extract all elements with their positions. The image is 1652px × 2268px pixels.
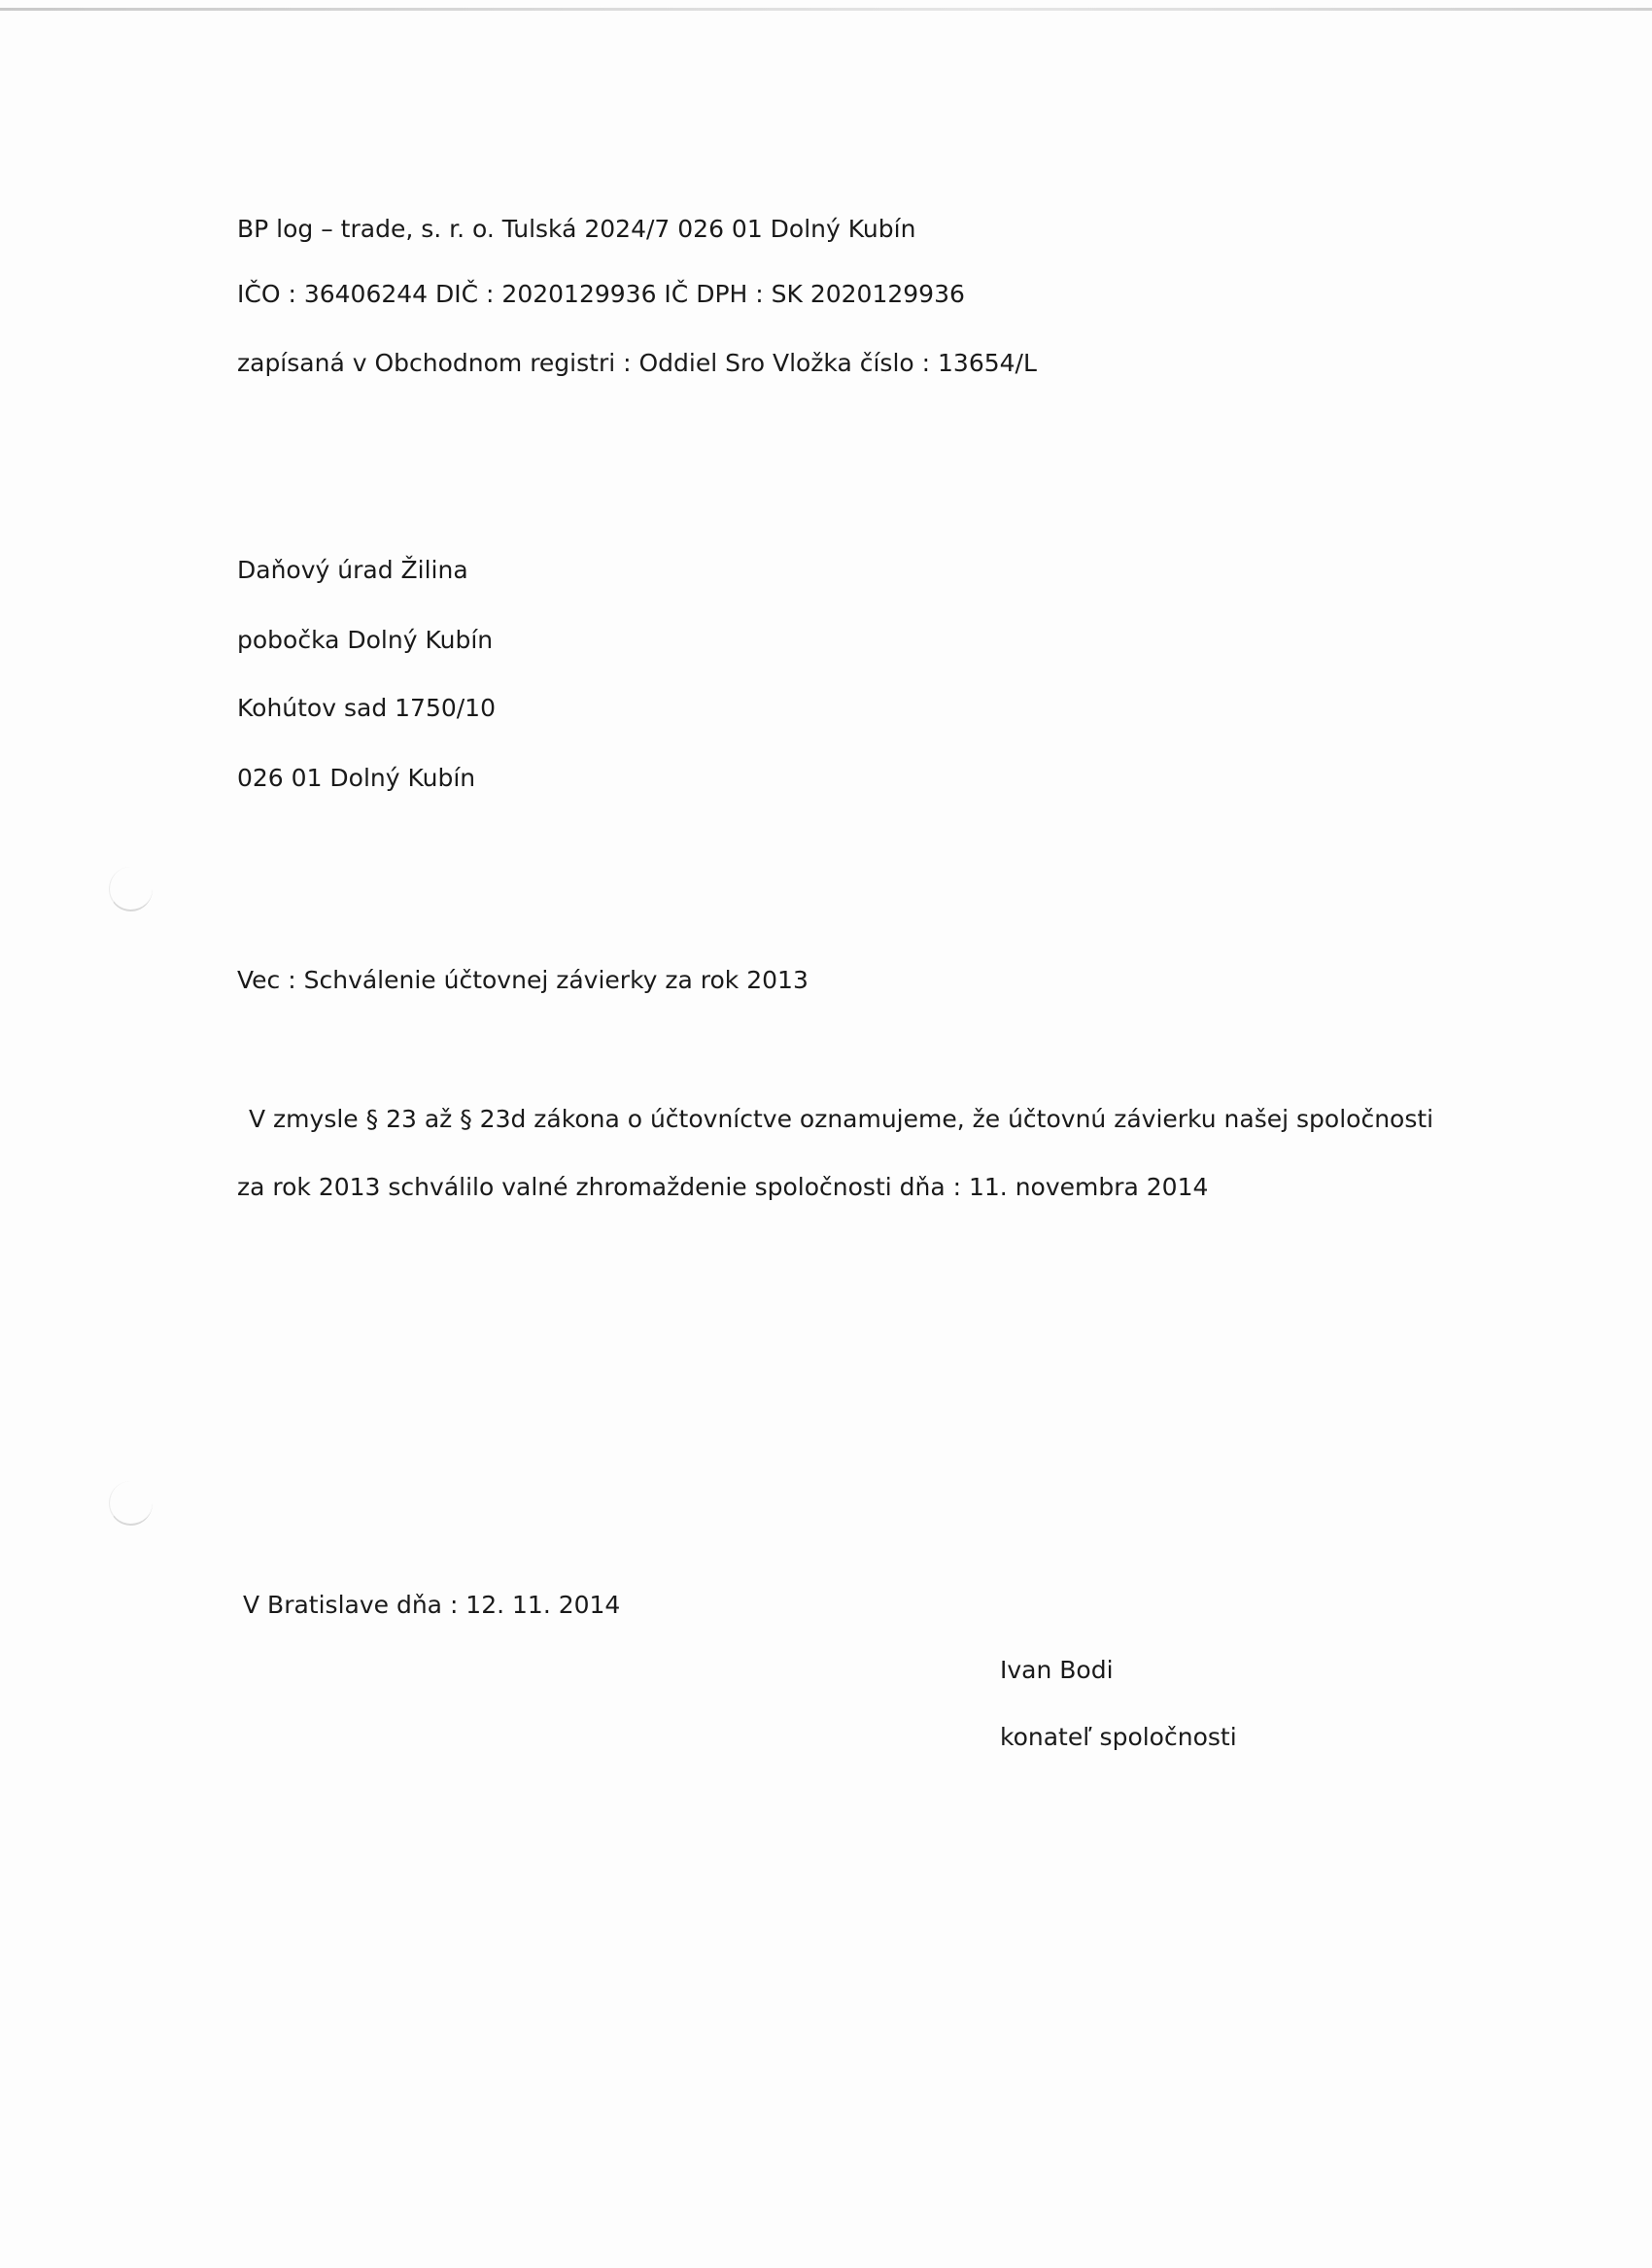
place-and-date: V Bratislave dňa : 12. 11. 2014 — [243, 1591, 621, 1619]
recipient-city: 026 01 Dolný Kubín — [237, 764, 476, 792]
sender-registry: zapísaná v Obchodnom registri : Oddiel Sro Vložka číslo : 13654/L — [237, 349, 1037, 377]
sender-tax-ids: IČO : 36406244 DIČ : 2020129936 IČ DPH : SK 2020129936 — [237, 280, 965, 308]
recipient-street: Kohútov sad 1750/10 — [237, 694, 496, 722]
subject-line: Vec : Schválenie účtovnej závierky za rok 2013 — [237, 966, 809, 994]
signatory-name: Ivan Bodi — [1000, 1656, 1114, 1684]
sender-name-address: BP log – trade, s. r. o. Tulská 2024/7 026 01 Dolný Kubín — [237, 215, 916, 243]
body-line: za rok 2013 schválilo valné zhromaždenie spoločnosti dňa : 11. novembra 2014 — [237, 1173, 1209, 1201]
recipient-office: Daňový úrad Žilina — [237, 556, 468, 584]
hole-punch-mark — [109, 1481, 153, 1526]
hole-punch-mark — [109, 867, 153, 911]
top-edge-rule — [0, 8, 1652, 11]
signatory-role: konateľ spoločnosti — [1000, 1723, 1237, 1751]
recipient-branch: pobočka Dolný Kubín — [237, 626, 494, 654]
body-line: V zmysle § 23 až § 23d zákona o účtovníctve oznamujeme, že účtovnú závierku našej spoločnosti — [249, 1105, 1434, 1133]
